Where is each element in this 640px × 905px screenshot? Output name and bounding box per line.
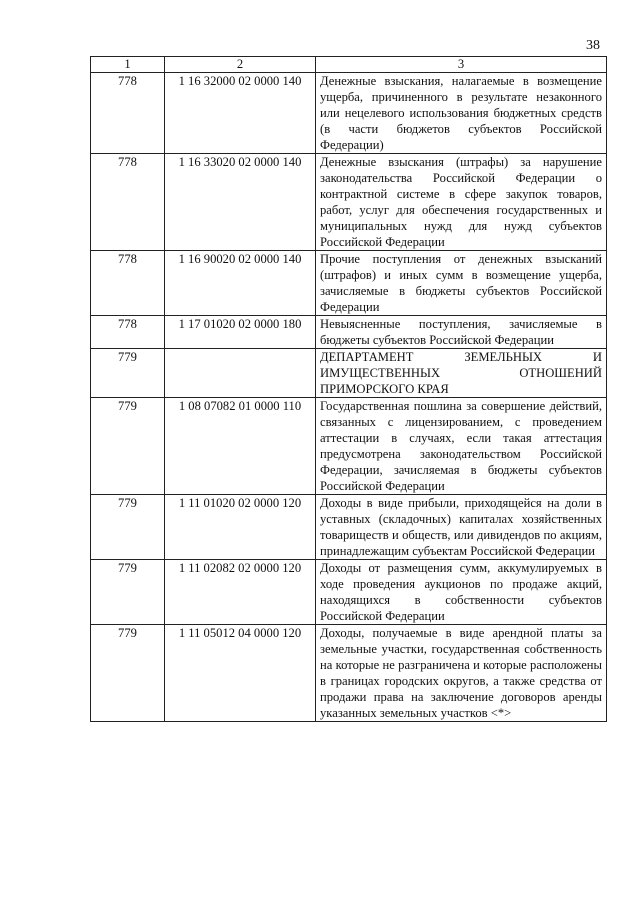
budget-code-cell: 1 11 05012 04 0000 120: [165, 625, 316, 722]
budget-code-cell: 1 11 01020 02 0000 120: [165, 495, 316, 560]
budget-code-cell: [165, 349, 316, 398]
budget-code-cell: 1 16 90020 02 0000 140: [165, 251, 316, 316]
table-row: [91, 398, 607, 495]
description-cell: Невыясненные поступления, зачисляемые в бюджеты субъектов Российской Федерации: [316, 316, 607, 349]
admin-code-cell: 778: [91, 316, 165, 349]
admin-code-cell: 779: [91, 495, 165, 560]
admin-code-cell: 778: [91, 73, 165, 154]
column-header-3: 3: [316, 57, 607, 73]
description-cell: Денежные взыскания (штрафы) за нарушение законодательства Российской Федерации о контрактной системе в сфере закупок товаров, работ, услуг для обеспечения государственных и муниципальных нужд для нужд субъектов Российской Федерации: [316, 154, 607, 251]
admin-code-cell: 779: [91, 625, 165, 722]
admin-code-cell: 778: [91, 154, 165, 251]
budget-code-cell: 1 17 01020 02 0000 180: [165, 316, 316, 349]
table-header-row: [91, 57, 607, 73]
column-header-2: 2: [165, 57, 316, 73]
table-row: [91, 495, 607, 560]
description-cell: Доходы в виде прибыли, приходящейся на доли в уставных (складочных) капиталах хозяйственных товариществ и обществ, или дивидендов по акциям, принадлежащим субъектам Российской Федерации: [316, 495, 607, 560]
description-cell: Государственная пошлина за совершение действий, связанных с лицензированием, с проведением аттестации в случаях, если такая аттестация предусмотрена законодательством Российской Федерации, зачисляемая в бюджеты субъектов Российской Федерации: [316, 398, 607, 495]
budget-code-cell: 1 08 07082 01 0000 110: [165, 398, 316, 495]
department-heading-cell: ДЕПАРТАМЕНТ ЗЕМЕЛЬНЫХ И ИМУЩЕСТВЕННЫХ ОТНОШЕНИЙ ПРИМОРСКОГО КРАЯ: [316, 349, 607, 398]
admin-code-cell: 779: [91, 349, 165, 398]
table-row: [91, 625, 607, 722]
admin-code-cell: 778: [91, 251, 165, 316]
budget-code-cell: 1 16 33020 02 0000 140: [165, 154, 316, 251]
admin-code-cell: 779: [91, 398, 165, 495]
description-cell: Доходы от размещения сумм, аккумулируемых в ходе проведения аукционов по продаже акций, находящихся в собственности субъектов Российской Федерации: [316, 560, 607, 625]
table-row-department-heading: [91, 349, 607, 398]
column-header-1: 1: [91, 57, 165, 73]
page-number: 38: [586, 38, 600, 53]
description-cell: Денежные взыскания, налагаемые в возмещение ущерба, причиненного в результате незаконного или нецелевого использования бюджетных средств (в части бюджетов субъектов Российской Федерации): [316, 73, 607, 154]
budget-code-cell: 1 16 32000 02 0000 140: [165, 73, 316, 154]
table-row: [91, 316, 607, 349]
table-row: [91, 73, 607, 154]
description-cell: Прочие поступления от денежных взысканий (штрафов) и иных сумм в возмещение ущерба, зачисляемые в бюджеты субъектов Российской Федерации: [316, 251, 607, 316]
table-row: [91, 251, 607, 316]
revenue-codes-table: [90, 56, 607, 722]
budget-code-cell: 1 11 02082 02 0000 120: [165, 560, 316, 625]
table-row: [91, 154, 607, 251]
table-row: [91, 560, 607, 625]
description-cell: Доходы, получаемые в виде арендной платы за земельные участки, государственная собственность на которые не разграничена и которые расположены в границах городских округов, а также средства от продажи права на заключение договоров аренды указанных земельных участков <*>: [316, 625, 607, 722]
admin-code-cell: 779: [91, 560, 165, 625]
